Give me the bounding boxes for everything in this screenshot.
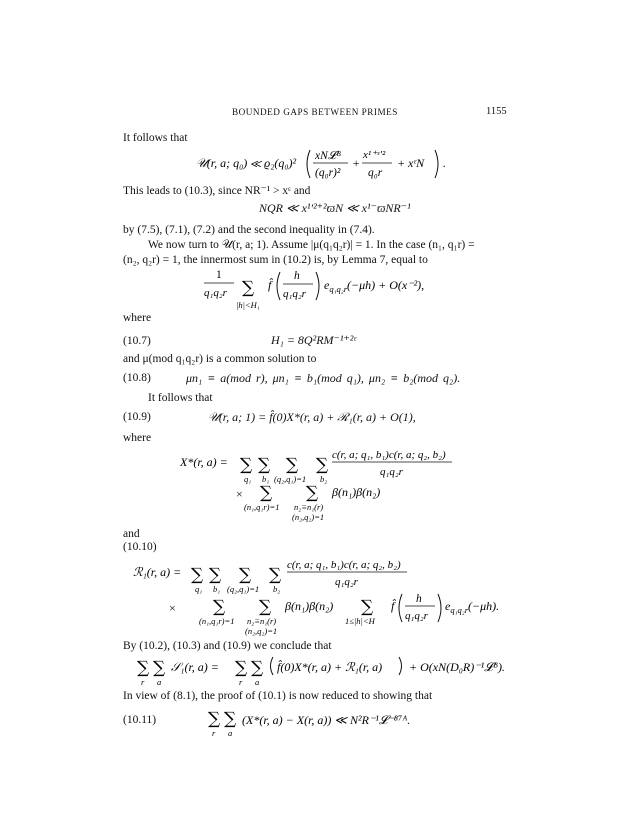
text-line: In view of (8.1), the proof of (10.1) is now reduced to showing that (123, 690, 433, 702)
svg-text:c(r, a; q₁, b₁)c(r, a; q₂, b₂): c(r, a; q₁, b₁)c(r, a; q₂, b₂) (332, 449, 446, 461)
svg-text:+ O(xN(D₀R)⁻¹𝓛ᴮ).: + O(xN(D₀R)⁻¹𝓛ᴮ). (409, 660, 505, 674)
svg-text:∑: ∑ (306, 483, 319, 503)
svg-text:r: r (141, 677, 145, 687)
svg-text:q₁q₂r: q₁q₂r (405, 610, 428, 622)
equation-1-svg (196, 144, 456, 184)
svg-text:|h|<H₁: |h|<H₁ (236, 300, 260, 310)
svg-text:x¹⁺ᵋ′²: x¹⁺ᵋ′² (363, 149, 386, 161)
svg-text:𝒮₁(r, a) =: 𝒮₁(r, a) = (171, 660, 219, 674)
svg-text:h: h (294, 270, 300, 282)
svg-text:q₁q₂r: q₁q₂r (335, 576, 358, 588)
text-line: by (7.5), (7.1), (7.2) and the second inequality in (7.4). (123, 224, 375, 236)
svg-text:eq₁q₂r(−μh).: $e_{q_1q_2r}(-\mu h)$. (445, 599, 500, 615)
svg-text:∑: ∑ (251, 658, 264, 678)
svg-text:∑: ∑ (286, 455, 299, 475)
svg-text:(X*(r, a) − X(r, a)) ≪ N²R⁻¹𝓛: (X*(r, a) − X(r, a)) ≪ N²R⁻¹𝓛⁻⁸⁷ᴬ. (242, 713, 411, 727)
svg-text:.: . (443, 156, 446, 170)
svg-text:×: × (169, 601, 176, 615)
equation-10-11 (208, 704, 468, 744)
svg-text:𝒰(r, a; q₀) ≪ ϱ₂(q₀)²: 𝒰(r, a; q₀) ≪ ϱ₂(q₀)² (196, 156, 297, 170)
text-line: It follows that (148, 392, 213, 404)
svg-text:1: 1 (216, 269, 222, 281)
equation-3 (204, 266, 464, 318)
equation-10-9: 𝒰(r, a; 1) = f̂(0)X*(r, a) + ℛ₁(r, a) + O(1), (208, 410, 416, 424)
svg-text:r: r (212, 728, 216, 738)
svg-text:q₁q₂r: q₁q₂r (283, 288, 306, 300)
svg-text:β(n₁)β(n₂): β(n₁)β(n₂) (332, 485, 381, 499)
svg-text:q₁: q₁ (244, 474, 252, 484)
svg-text:∑: ∑ (361, 597, 374, 617)
svg-text:q₁q₂r: q₁q₂r (380, 466, 403, 478)
svg-text:(n₂,q₂)=1: (n₂,q₂)=1 (245, 626, 278, 636)
svg-text:∑: ∑ (137, 658, 150, 678)
text-line: This leads to (10.3), since NR⁻¹ > xᵋ and (123, 185, 311, 197)
svg-text:∑: ∑ (240, 455, 253, 475)
equation-10-7: H₁ = 8Q²RM⁻¹⁺²ᵋ (271, 333, 357, 347)
svg-text:(n₁,q₁r)=1: (n₁,q₁r)=1 (244, 502, 280, 512)
equation-label: (10.11) (123, 714, 157, 726)
svg-text:∑: ∑ (269, 565, 282, 585)
text-line: By (10.2), (10.3) and (10.9) we conclude that (123, 640, 332, 652)
svg-text:(q₀r)²: (q₀r)² (315, 167, 341, 179)
svg-text:b₂: b₂ (320, 474, 328, 484)
text-line: where (123, 432, 152, 444)
equation-conclusion (137, 653, 507, 693)
text-line: We now turn to 𝒰(r, a; 1). Assume |μ(q₁q₂r)| = 1. In the case (n₁, q₁r) = (148, 239, 475, 251)
svg-text:∑: ∑ (242, 278, 255, 298)
svg-text:b₁: b₁ (262, 474, 270, 484)
svg-text:xN𝓛ᴮ: xN𝓛ᴮ (315, 150, 341, 162)
svg-text:a: a (157, 677, 162, 687)
svg-text:β(n₁)β(n₂): β(n₁)β(n₂) (285, 599, 334, 613)
equation-10-11-svg (208, 704, 468, 740)
svg-text:∑: ∑ (191, 565, 204, 585)
svg-text:r: r (239, 677, 243, 687)
svg-text:∑: ∑ (209, 565, 222, 585)
svg-text:∑: ∑ (316, 455, 329, 475)
equation-label: (10.7) (123, 335, 151, 347)
text-line: and (123, 528, 140, 540)
equation-label: (10.9) (123, 411, 151, 423)
svg-text:∑: ∑ (208, 709, 221, 729)
svg-text:∑: ∑ (239, 565, 252, 585)
svg-text:c(r, a; q₁, b₁)c(r, a; q₂, b₂): c(r, a; q₁, b₁)c(r, a; q₂, b₂) (287, 559, 401, 571)
svg-text:1≤|h|<H: 1≤|h|<H (345, 616, 375, 626)
svg-text:∑: ∑ (153, 658, 166, 678)
text-line: It follows that (123, 132, 188, 144)
svg-text:∑: ∑ (224, 709, 237, 729)
equation-1 (196, 144, 456, 188)
svg-text:eq₁q₂r(−μh) + O(x⁻²),: $e_{q_1q_2r}(-\mu h) + O(x^{-2})$, (324, 278, 425, 294)
svg-text:n₂≡n₁(r): n₂≡n₁(r) (247, 616, 277, 626)
svg-text:q₁: q₁ (195, 584, 203, 594)
svg-text:∑: ∑ (260, 483, 273, 503)
svg-text:f̂(0)X*(r, a) + ℛ₁(r, a): f̂(0)X*(r, a) + ℛ₁(r, a) (277, 660, 383, 674)
svg-text:a: a (255, 677, 260, 687)
equation-10-8: μn₁ ≡ a(mod r), μn₁ ≡ b₁(mod q₁), μn₂ ≡ b₂(mod q₂). (186, 371, 461, 385)
svg-text:∑: ∑ (213, 597, 226, 617)
text-line: where (123, 312, 152, 324)
equation-3-svg (204, 266, 464, 314)
svg-text:n₂≡n₁(r): n₂≡n₁(r) (294, 502, 324, 512)
svg-text:∑: ∑ (259, 597, 272, 617)
svg-text:ℛ₁(r, a) =: ℛ₁(r, a) = (133, 565, 182, 579)
svg-text:q₁q₂r: q₁q₂r (204, 287, 227, 299)
svg-text:xᵋN: xᵋN (408, 156, 425, 170)
equation-r1 (133, 556, 500, 644)
svg-text:X*(r, a) =: X*(r, a) = (180, 455, 228, 469)
equation-xstar-svg (180, 446, 460, 526)
svg-text:(n₁,q₁r)=1: (n₁,q₁r)=1 (199, 616, 235, 626)
svg-text:h: h (416, 593, 422, 605)
svg-text:∑: ∑ (258, 455, 271, 475)
svg-text:a: a (228, 728, 233, 738)
svg-text:(n₂,q₂)=1: (n₂,q₂)=1 (292, 512, 325, 522)
svg-text:+: + (397, 156, 406, 170)
svg-text:+: + (352, 156, 361, 170)
page-number: 1155 (486, 106, 507, 117)
equation-conclusion-svg (137, 653, 507, 689)
equation-label: (10.8) (123, 372, 151, 384)
text-line: and μ(mod q₁q₂r) is a common solution to (123, 353, 317, 365)
svg-text:q₀r: q₀r (368, 167, 383, 179)
svg-text:(q₂,q₁)=1: (q₂,q₁)=1 (227, 584, 260, 594)
svg-text:f̂: f̂ (268, 278, 272, 292)
svg-text:∑: ∑ (235, 658, 248, 678)
svg-text:b₁: b₁ (213, 584, 221, 594)
equation-2: NQR ≪ x¹′²⁺²ϖN ≪ x¹⁻ϖNR⁻¹ (259, 201, 411, 215)
equation-xstar (180, 446, 460, 530)
equation-label: (10.10) (123, 541, 157, 553)
running-title: BOUNDED GAPS BETWEEN PRIMES (232, 107, 398, 117)
svg-text:f̂: f̂ (391, 599, 395, 613)
svg-text:b₂: b₂ (273, 584, 281, 594)
svg-text:×: × (236, 487, 243, 501)
svg-text:(q₂,q₁)=1: (q₂,q₁)=1 (274, 474, 307, 484)
equation-r1-svg (133, 556, 500, 640)
text-line: (n₂, q₂r) = 1, the innermost sum in (10.2) is, by Lemma 7, equal to (123, 254, 428, 266)
